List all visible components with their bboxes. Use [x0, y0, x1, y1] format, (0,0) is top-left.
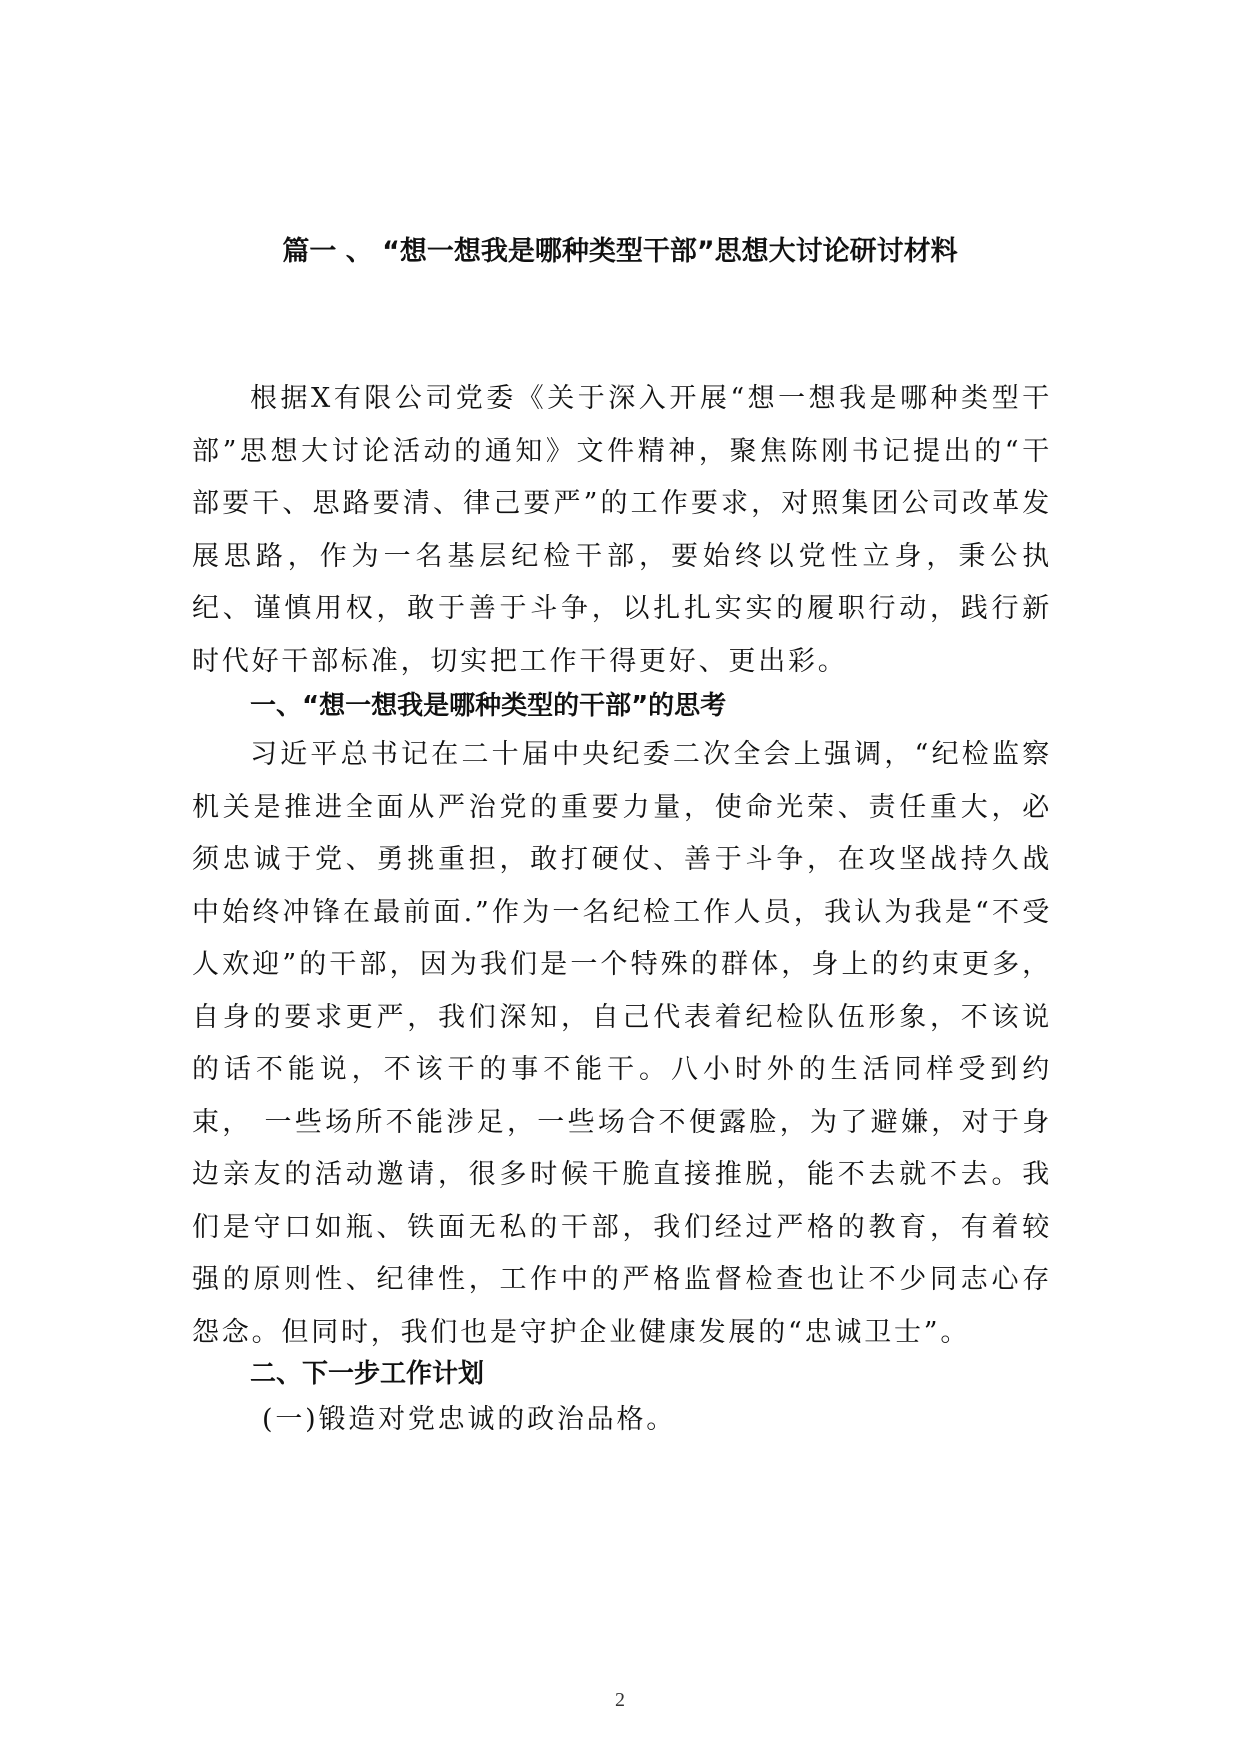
subsection-heading-1: (一)锻造对党忠诚的政治品格。 [262, 1404, 677, 1435]
section-heading-2: 二、下一步工作计划 [250, 1359, 485, 1389]
page-number: 2 [615, 1689, 625, 1711]
section-heading-1: 一、“想一想我是哪种类型的干部”的思考 [250, 691, 727, 721]
section-1-paragraph: 习近平总书记在二十届中央纪委二次全会上强调，“纪检监察机关是推进全面从严治党的重要力量，使命光荣、责任重大，必须忠诚于党、勇挑重担，敢打硬仗、善于斗争，在攻坚战持久战中始终冲锋在最前面.”作为一名纪检工作人员，我认为我是“不受人欢迎”的干部，因为我们是一个特殊的群体，身上的约束更多，自身的要求更严，我们深知，自己代表着纪检队伍形象，不该说的话不能说，不该干的事不能干。八小时外的生活同样受到约束， 一些场所不能涉足，一些场合不便露脸，为了避嫌，对于身边亲友的活动邀请，很多时候干脆直接推脱，能不去就不去。我们是守口如瓶、铁面无私的干部，我们经过严格的教育，有着较强的原则性、纪律性，工作中的严格监督检查也让不少同志心存怨念。但同时，我们也是守护企业健康发展的“忠诚卫士”。 [192, 739, 1052, 1348]
document-title: 篇一 、 “想一想我是哪种类型干部”思想大讨论研讨材料 [282, 236, 958, 267]
intro-paragraph: 根据X有限公司党委《关于深入开展“想一想我是哪种类型干部”思想大讨论活动的通知》文件精神，聚焦陈刚书记提出的“干部要干、思路要清、律己要严”的工作要求，对照集团公司改革发展思路，作为一名基层纪检干部，要始终以党性立身，秉公执纪、谨慎用权，敢于善于斗争，以扎扎实实的履职行动，践行新时代好干部标准，切实把工作干得更好、更出彩。 [192, 383, 1052, 677]
